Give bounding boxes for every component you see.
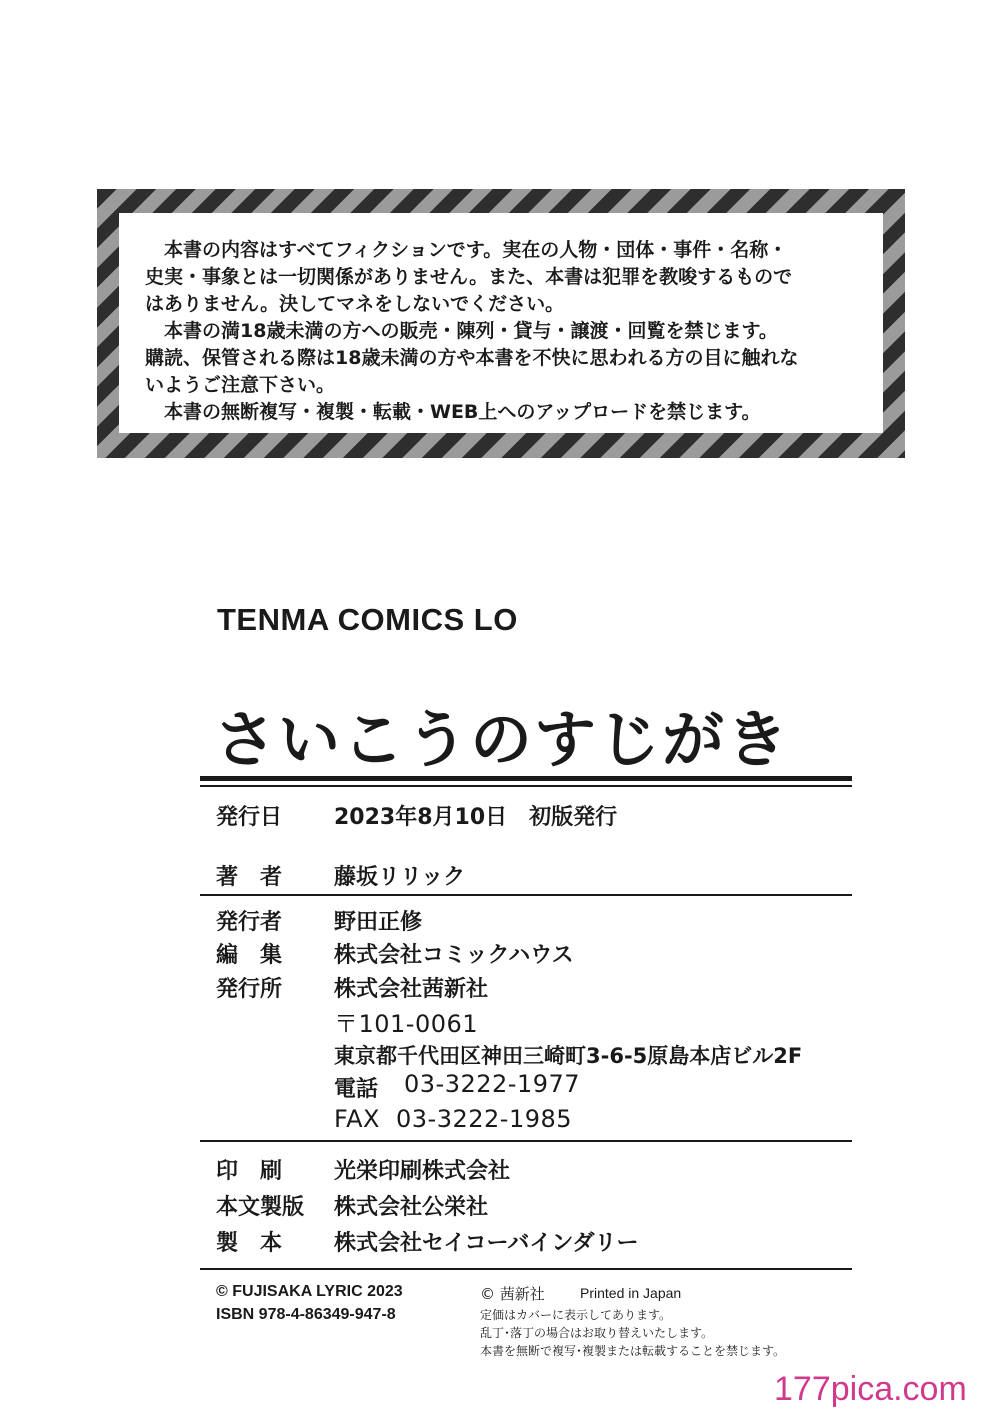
warning-line: 本書の満18歳未満の方への販売・陳列・貸与・譲渡・回覧を禁じます。 xyxy=(145,320,778,342)
warning-line: 本書の無断複写・複製・転載・WEB上へのアップロードを禁じます。 xyxy=(145,401,761,423)
footer-note: 乱丁･落丁の場合はお取り替えいたします。 xyxy=(480,1326,714,1340)
warning-line: いようご注意下さい。 xyxy=(145,374,336,396)
book-title: さいこうのすじがき xyxy=(214,703,791,776)
title-rule-thin xyxy=(200,785,852,787)
publisher-person-label: 発行者 xyxy=(216,910,283,935)
section-rule xyxy=(200,1140,852,1142)
warning-line: 史実・事象とは一切関係がありません。また、本書は犯罪を教唆するもので xyxy=(145,266,793,288)
section-rule xyxy=(200,894,852,896)
warning-line: 本書の内容はすべてフィクションです。実在の人物・団体・事件・名称・ xyxy=(145,239,788,261)
isbn: ISBN 978-4-86349-947-8 xyxy=(216,1306,396,1323)
binding-label: 製 本 xyxy=(216,1231,283,1256)
watermark: 177pica.com xyxy=(774,1370,967,1408)
office-label: 発行所 xyxy=(216,977,283,1002)
typeset-value: 株式会社公栄社 xyxy=(334,1195,489,1220)
date-value: 2023年8月10日 初版発行 xyxy=(334,805,618,830)
title-rule-thick xyxy=(200,776,852,781)
author-label: 著 者 xyxy=(216,865,283,890)
copyright: © FUJISAKA LYRIC 2023 xyxy=(216,1283,403,1300)
footer-note: 本書を無断で複写･複製または転載することを禁じます。 xyxy=(480,1344,786,1358)
date-label: 発行日 xyxy=(216,805,283,830)
address: 東京都千代田区神田三崎町3-6-5原島本店ビル2F xyxy=(334,1044,803,1068)
fax-label: FAX xyxy=(334,1105,380,1133)
editor-label: 編 集 xyxy=(216,943,283,968)
editor-value: 株式会社コミックハウス xyxy=(334,943,574,968)
warning-line: 購読、保管される際は18歳未満の方や本書を不快に思われる方の目に触れな xyxy=(145,347,799,369)
postal-code: 〒101-0061 xyxy=(334,1010,479,1038)
typeset-label: 本文製版 xyxy=(216,1195,305,1220)
footer-note: 定価はカバーに表示してあります。 xyxy=(480,1308,672,1322)
printed-in: Printed in Japan xyxy=(580,1285,682,1301)
print-label: 印 刷 xyxy=(216,1159,283,1184)
print-value: 光栄印刷株式会社 xyxy=(334,1159,511,1184)
office-value: 株式会社茜新社 xyxy=(334,977,489,1002)
publisher-mark: © 茜新社 xyxy=(480,1285,545,1303)
warning-notice-box xyxy=(97,189,905,458)
tel-label: 電話 xyxy=(334,1077,379,1102)
binding-value: 株式会社セイコーバインダリー xyxy=(334,1231,639,1256)
section-rule xyxy=(200,1268,852,1270)
series-name: TENMA COMICS LO xyxy=(217,602,518,637)
warning-notice-panel xyxy=(119,213,883,433)
author-value: 藤坂リリック xyxy=(334,865,466,890)
publisher-person-value: 野田正修 xyxy=(334,910,423,935)
warning-line: はありません。決してマネをしないでください。 xyxy=(145,293,565,315)
fax-value: 03-3222-1985 xyxy=(396,1105,573,1133)
tel-value: 03-3222-1977 xyxy=(404,1070,581,1098)
